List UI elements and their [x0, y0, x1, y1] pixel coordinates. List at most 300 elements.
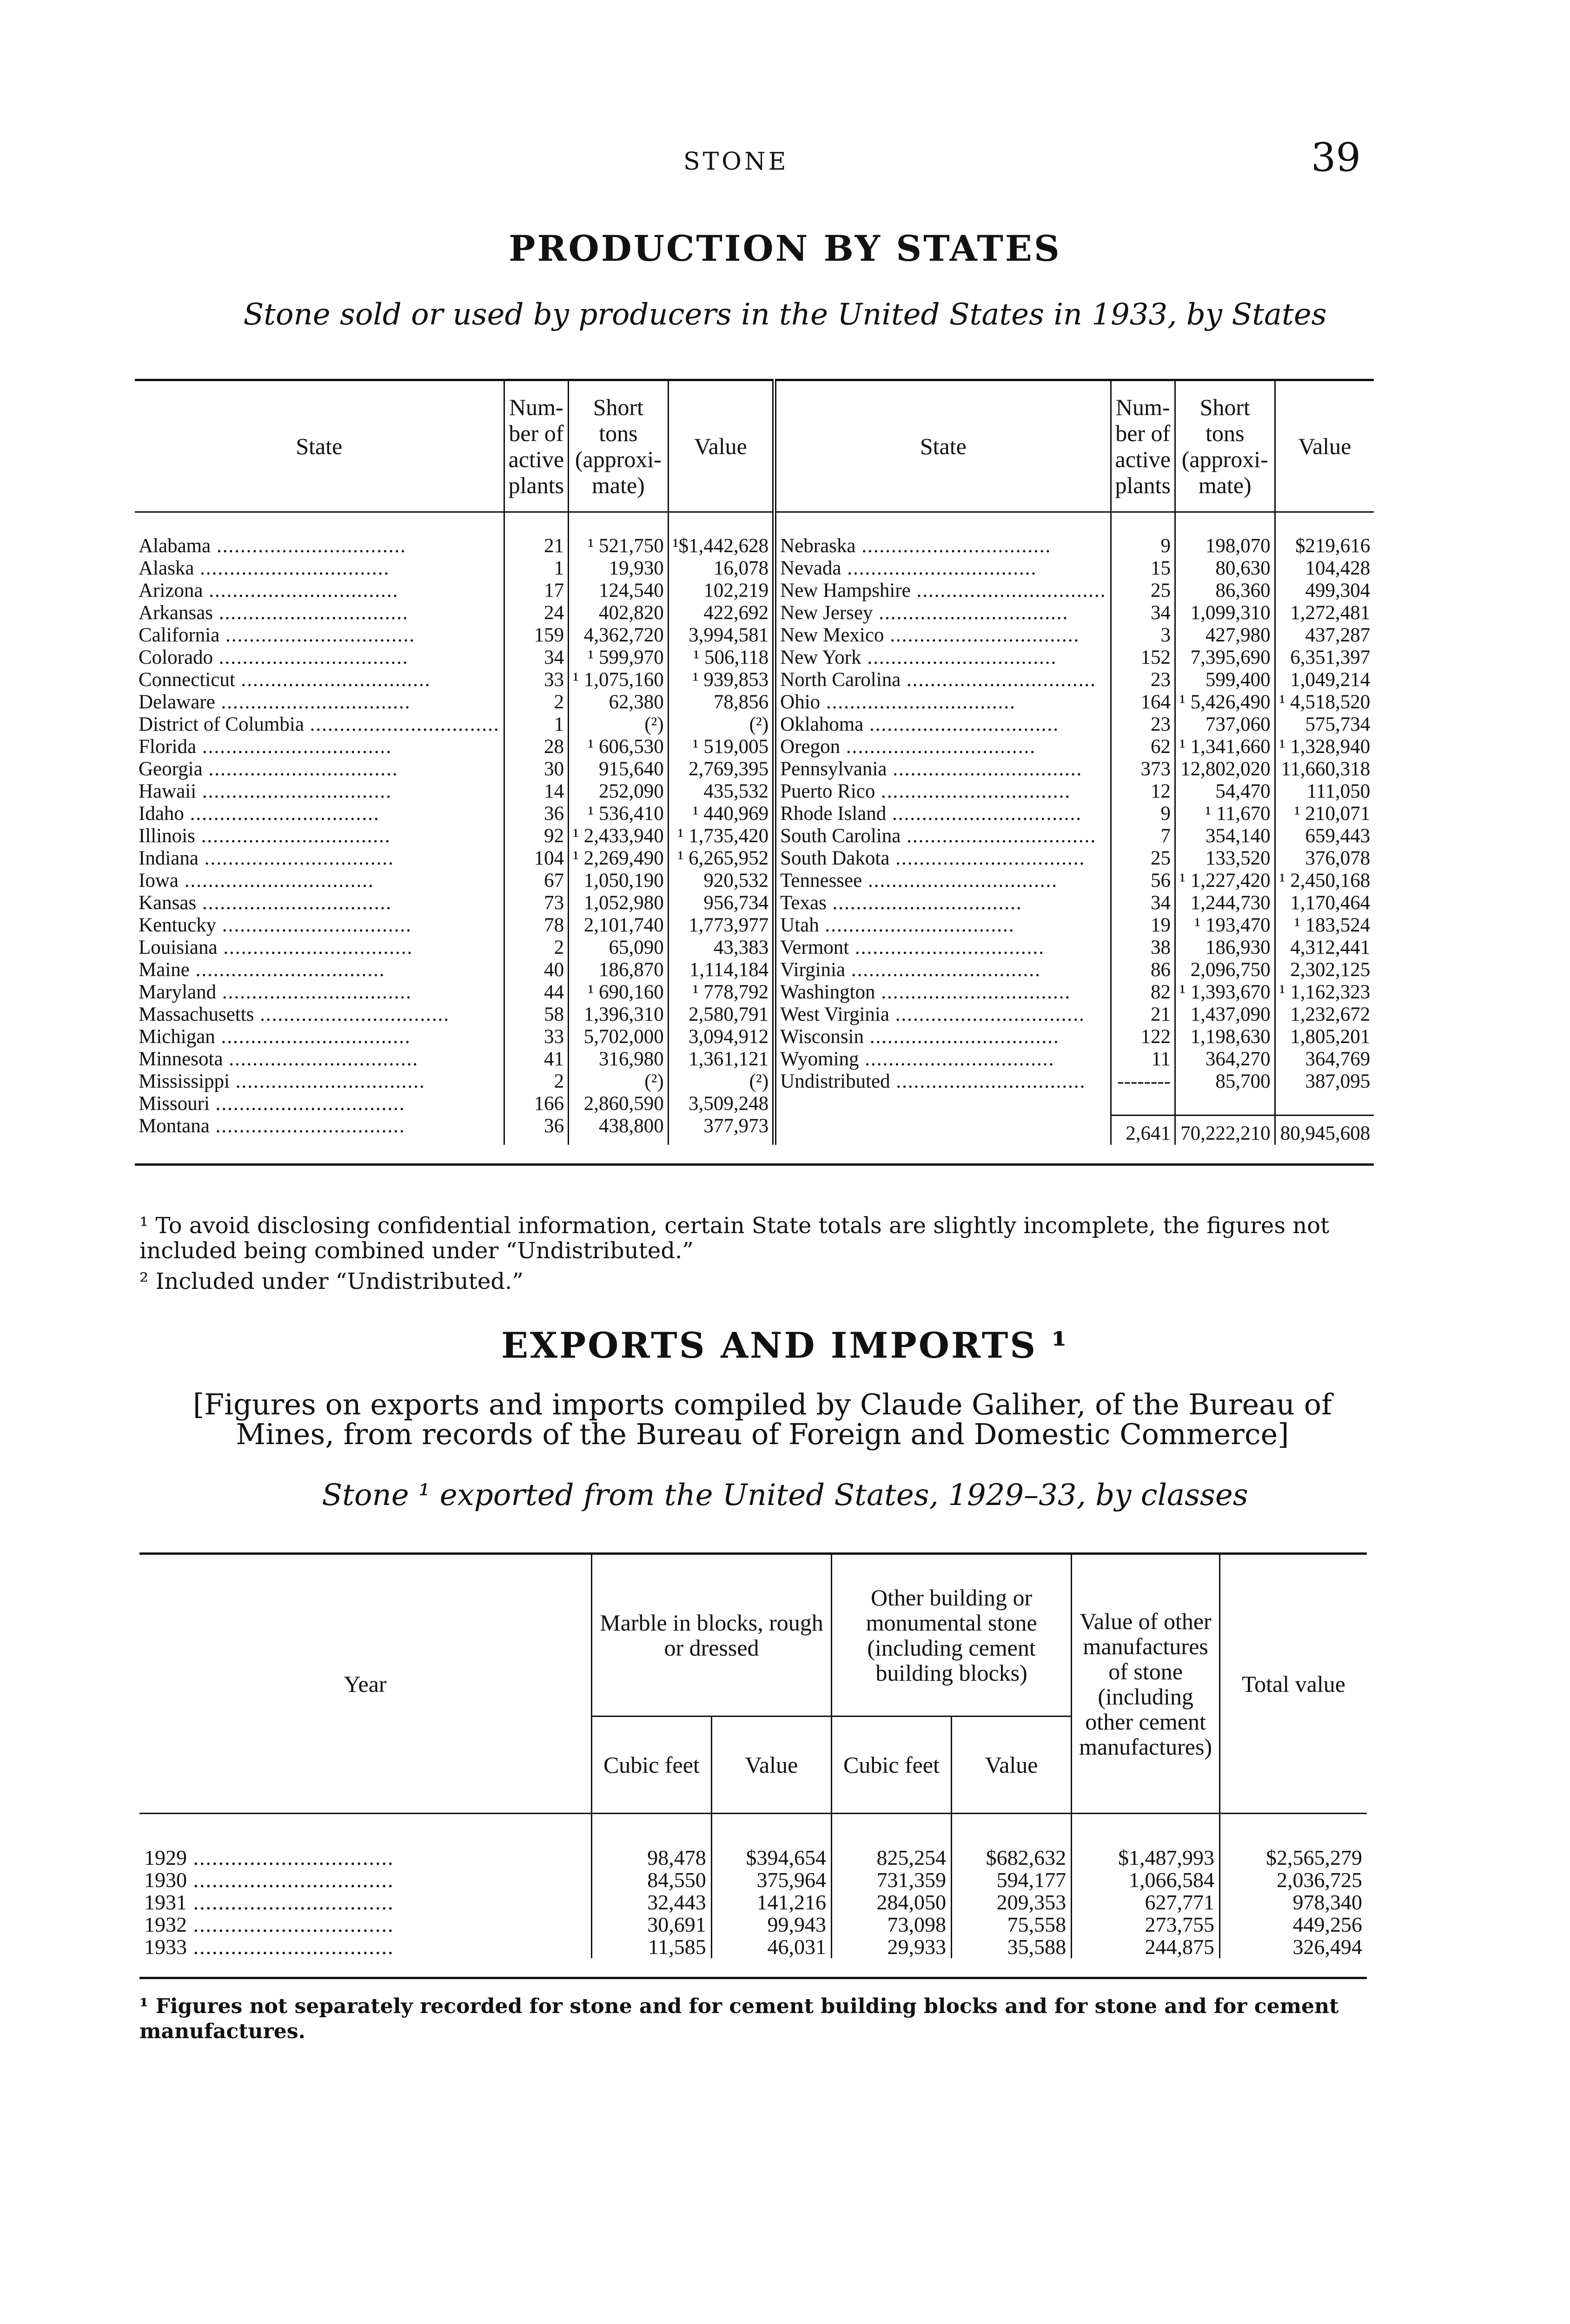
- state-name: Pennsylvania .....: [775, 758, 1111, 780]
- plants-cell: 159: [504, 624, 568, 647]
- tons-cell: ¹ 2,433,940: [569, 825, 669, 847]
- plants-cell: 33: [504, 669, 568, 691]
- table-row: [135, 981, 1374, 1004]
- tons-cell: (²): [569, 713, 669, 736]
- export-total-cell: $2,565,279: [1220, 1814, 1367, 1869]
- value-cell: ¹ 506,118: [668, 647, 774, 669]
- tons-cell: ¹ 521,750: [569, 512, 669, 558]
- plants-cell: [1111, 1093, 1175, 1115]
- plants-cell: 17: [504, 580, 568, 602]
- tons-cell: 252,090: [569, 780, 669, 803]
- state-name: New Jersey .....: [775, 602, 1111, 624]
- state-name: Nevada .....: [775, 557, 1111, 580]
- state-name: Indiana .....: [135, 847, 504, 870]
- plants-cell: 23: [1111, 713, 1175, 736]
- tons-cell: 86,360: [1175, 580, 1275, 602]
- value-cell: 437,287: [1275, 624, 1374, 647]
- footnote-2: ² Included under “Undistributed.”: [139, 1268, 523, 1294]
- plants-cell: 33: [504, 1026, 568, 1048]
- export-m_cf-cell: 30,691: [592, 1914, 712, 1936]
- state-name: New Mexico .....: [775, 624, 1111, 647]
- state-name: Ohio .....: [775, 691, 1111, 713]
- export-o_cf-cell: 825,254: [831, 1814, 951, 1869]
- tons-cell: 915,640: [569, 758, 669, 780]
- table-row: [135, 512, 1374, 558]
- value-cell: 422,692: [668, 602, 774, 624]
- col-header-tons-right: Short tons (approxi-mate): [1175, 380, 1275, 512]
- state-name: Connecticut .....: [135, 669, 504, 691]
- value-cell: 387,095: [1275, 1070, 1374, 1093]
- export-m_val-cell: $394,654: [711, 1814, 831, 1869]
- tons-cell: 2,096,750: [1175, 959, 1275, 981]
- plants-cell: 1: [504, 713, 568, 736]
- plants-cell: 86: [1111, 959, 1175, 981]
- value-cell: 2,769,395: [668, 758, 774, 780]
- tons-cell: 316,980: [569, 1048, 669, 1070]
- value-cell: 1,232,672: [1275, 1004, 1374, 1026]
- exports-table: [139, 1552, 1367, 1979]
- export-m_val-cell: 141,216: [711, 1891, 831, 1914]
- value-cell: 102,219: [668, 580, 774, 602]
- state-name: Delaware .....: [135, 691, 504, 713]
- plants-cell: 9: [1111, 803, 1175, 825]
- plants-cell: 34: [1111, 892, 1175, 914]
- plants-cell: 7: [1111, 825, 1175, 847]
- value-cell: 1,272,481: [1275, 602, 1374, 624]
- value-cell: 1,361,121: [668, 1048, 774, 1070]
- tons-cell: 7,395,690: [1175, 647, 1275, 669]
- tons-cell: ¹ 690,160: [569, 981, 669, 1004]
- table-row: [135, 1048, 1374, 1070]
- state-name: Maine .....: [135, 959, 504, 981]
- value-cell: 16,078: [668, 557, 774, 580]
- footnote-1: ¹ To avoid disclosing confidential information, certain State totals are slightly incomplete, the figures not included being combined under “Undistributed.”: [139, 1213, 1330, 1264]
- state-name: Oklahoma .....: [775, 713, 1111, 736]
- plants-cell: 3: [1111, 624, 1175, 647]
- tons-cell: 364,270: [1175, 1048, 1275, 1070]
- col-header-marble-cf: Cubic feet: [592, 1717, 712, 1814]
- export-o_val-cell: 209,353: [951, 1891, 1071, 1914]
- table-row: [139, 1869, 1367, 1891]
- state-name: Mississippi .....: [135, 1070, 504, 1093]
- table-row: [135, 758, 1374, 780]
- plants-cell: 164: [1111, 691, 1175, 713]
- value-cell: 1,170,464: [1275, 892, 1374, 914]
- tons-cell: 4,362,720: [569, 624, 669, 647]
- production-by-states-table: [135, 379, 1374, 1166]
- plants-cell: 11: [1111, 1048, 1175, 1070]
- value-cell: $219,616: [1275, 512, 1374, 558]
- state-name: [775, 1115, 1111, 1145]
- state-name: Puerto Rico .....: [775, 780, 1111, 803]
- table-row: [135, 825, 1374, 847]
- export-manuf-cell: 244,875: [1072, 1936, 1220, 1958]
- table-row: [135, 803, 1374, 825]
- state-name: Illinois .....: [135, 825, 504, 847]
- value-cell: 920,532: [668, 870, 774, 892]
- export-m_cf-cell: 11,585: [592, 1936, 712, 1958]
- exports-source-note: [Figures on exports and imports compiled by Claude Galiher, of the Bureau of Mines, from records of the Bureau of Foreign and Domestic Commerce]: [192, 1387, 1332, 1451]
- plants-cell: 373: [1111, 758, 1175, 780]
- export-o_cf-cell: 29,933: [831, 1936, 951, 1958]
- table-row: [135, 780, 1374, 803]
- tons-cell: 124,540: [569, 580, 669, 602]
- exports-footnote: ¹ Figures not separately recorded for stone and for cement building blocks and for stone and for cement manufactures.: [139, 1994, 1339, 2043]
- tons-cell: 1,052,980: [569, 892, 669, 914]
- value-cell: 43,383: [668, 937, 774, 959]
- table-row: [135, 892, 1374, 914]
- running-head: STONE: [683, 148, 789, 176]
- tons-cell: ¹ 1,227,420: [1175, 870, 1275, 892]
- tons-cell: 427,980: [1175, 624, 1275, 647]
- section-subtitle-exports: Stone ¹ exported from the United States, 1929–33, by classes: [322, 1478, 1248, 1512]
- tons-cell: 65,090: [569, 937, 669, 959]
- state-name: Washington .....: [775, 981, 1111, 1004]
- state-name: Florida .....: [135, 736, 504, 758]
- value-cell: 435,532: [668, 780, 774, 803]
- value-cell: ¹ 6,265,952: [668, 847, 774, 870]
- tons-cell: ¹ 1,075,160: [569, 669, 669, 691]
- export-m_cf-cell: 84,550: [592, 1869, 712, 1891]
- state-name: Iowa .....: [135, 870, 504, 892]
- state-name: Idaho .....: [135, 803, 504, 825]
- tons-cell: 1,244,730: [1175, 892, 1275, 914]
- tons-cell: ¹ 1,341,660: [1175, 736, 1275, 758]
- plants-cell: 25: [1111, 580, 1175, 602]
- export-total-cell: 326,494: [1220, 1936, 1367, 1958]
- state-name: Georgia .....: [135, 758, 504, 780]
- value-cell: ¹ 1,735,420: [668, 825, 774, 847]
- state-name: Alaska .....: [135, 557, 504, 580]
- col-header-plants-left: Num-ber of active plants: [504, 380, 568, 512]
- value-cell: 78,856: [668, 691, 774, 713]
- plants-cell: 2: [504, 1070, 568, 1093]
- plants-cell: 73: [504, 892, 568, 914]
- plants-cell: 9: [1111, 512, 1175, 558]
- export-o_val-cell: 35,588: [951, 1936, 1071, 1958]
- state-name: Rhode Island .....: [775, 803, 1111, 825]
- value-cell: [1275, 1093, 1374, 1115]
- col-header-other-value: Value: [951, 1717, 1071, 1814]
- state-name: Texas .....: [775, 892, 1111, 914]
- value-cell: 104,428: [1275, 557, 1374, 580]
- table-row: [139, 1814, 1367, 1869]
- tons-cell: 62,380: [569, 691, 669, 713]
- value-cell: 659,443: [1275, 825, 1374, 847]
- col-header-plants-right: Num-ber of active plants: [1111, 380, 1175, 512]
- export-total-cell: 449,256: [1220, 1914, 1367, 1936]
- plants-cell: 23: [1111, 669, 1175, 691]
- col-header-tons-left: Short tons (approxi-mate): [569, 380, 669, 512]
- tons-cell: ¹ 536,410: [569, 803, 669, 825]
- value-cell: 11,660,318: [1275, 758, 1374, 780]
- tons-cell: 1,050,190: [569, 870, 669, 892]
- col-header-state-left: State: [296, 433, 343, 459]
- state-name: Minnesota .....: [135, 1048, 504, 1070]
- table-row: [135, 580, 1374, 602]
- table-row: [135, 1004, 1374, 1026]
- value-cell: 956,734: [668, 892, 774, 914]
- table-row: [135, 624, 1374, 647]
- table-row: [139, 1936, 1367, 1958]
- page-number: 39: [1311, 135, 1361, 180]
- plants-cell: 21: [504, 512, 568, 558]
- tons-cell: 402,820: [569, 602, 669, 624]
- plants-cell: 30: [504, 758, 568, 780]
- tons-cell: 12,802,020: [1175, 758, 1275, 780]
- export-o_cf-cell: 731,359: [831, 1869, 951, 1891]
- state-name: Virginia .....: [775, 959, 1111, 981]
- value-cell: ¹ 1,162,323: [1275, 981, 1374, 1004]
- export-m_val-cell: 46,031: [711, 1936, 831, 1958]
- plants-cell: 2: [504, 691, 568, 713]
- tons-cell: 80,630: [1175, 557, 1275, 580]
- state-name: California .....: [135, 624, 504, 647]
- plants-cell: 40: [504, 959, 568, 981]
- state-name: West Virginia .....: [775, 1004, 1111, 1026]
- value-cell: 2,302,125: [1275, 959, 1374, 981]
- export-year-cell: 1930 .....: [139, 1869, 592, 1891]
- state-name: Maryland .....: [135, 981, 504, 1004]
- export-total-cell: 978,340: [1220, 1891, 1367, 1914]
- tons-cell: 737,060: [1175, 713, 1275, 736]
- export-o_val-cell: 75,558: [951, 1914, 1071, 1936]
- value-cell: ¹ 2,450,168: [1275, 870, 1374, 892]
- table-row: [135, 647, 1374, 669]
- value-cell: ¹ 440,969: [668, 803, 774, 825]
- export-manuf-cell: 627,771: [1072, 1891, 1220, 1914]
- tons-cell: 198,070: [1175, 512, 1275, 558]
- export-o_cf-cell: 284,050: [831, 1891, 951, 1914]
- plants-cell: 12: [1111, 780, 1175, 803]
- value-cell: 111,050: [1275, 780, 1374, 803]
- plants-cell: 36: [504, 1115, 568, 1145]
- export-manuf-cell: 273,755: [1072, 1914, 1220, 1936]
- value-cell: ¹ 778,792: [668, 981, 774, 1004]
- state-name: Missouri .....: [135, 1093, 504, 1115]
- value-cell: 3,509,248: [668, 1093, 774, 1115]
- table-row: [139, 1891, 1367, 1914]
- table-row: [135, 1093, 1374, 1115]
- plants-cell: 82: [1111, 981, 1175, 1004]
- value-cell: ¹ 519,005: [668, 736, 774, 758]
- state-name: Colorado .....: [135, 647, 504, 669]
- tons-cell: ¹ 2,269,490: [569, 847, 669, 870]
- plants-cell: 104: [504, 847, 568, 870]
- tons-cell: ¹ 5,426,490: [1175, 691, 1275, 713]
- plants-cell: 15: [1111, 557, 1175, 580]
- state-name: South Dakota .....: [775, 847, 1111, 870]
- table-row: [135, 602, 1374, 624]
- section-subtitle-production: Stone sold or used by producers in the United States in 1933, by States: [243, 297, 1327, 332]
- plants-cell: 62: [1111, 736, 1175, 758]
- state-name: Louisiana .....: [135, 937, 504, 959]
- export-m_val-cell: 375,964: [711, 1869, 831, 1891]
- plants-cell: 34: [504, 647, 568, 669]
- tons-cell: ¹ 193,470: [1175, 914, 1275, 937]
- col-header-other-stone: Other building or monumental stone (including cement building blocks): [831, 1554, 1071, 1717]
- value-cell: 1,049,214: [1275, 669, 1374, 691]
- plants-cell: 2,641: [1111, 1115, 1175, 1145]
- tons-cell: 1,099,310: [1175, 602, 1275, 624]
- plants-cell: 34: [1111, 602, 1175, 624]
- tons-cell: 19,930: [569, 557, 669, 580]
- plants-cell: 67: [504, 870, 568, 892]
- table-row: [139, 1914, 1367, 1936]
- value-cell: 80,945,608: [1275, 1115, 1374, 1145]
- plants-cell: 166: [504, 1093, 568, 1115]
- tons-cell: ¹ 599,970: [569, 647, 669, 669]
- plants-cell: 14: [504, 780, 568, 803]
- state-name: Undistributed .....: [775, 1070, 1111, 1093]
- col-header-total: Total value: [1220, 1554, 1367, 1814]
- value-cell: 4,312,441: [1275, 937, 1374, 959]
- value-cell: ¹ 4,518,520: [1275, 691, 1374, 713]
- value-cell: 6,351,397: [1275, 647, 1374, 669]
- value-cell: 1,773,977: [668, 914, 774, 937]
- col-header-value-right: Value: [1275, 380, 1374, 512]
- tons-cell: 186,870: [569, 959, 669, 981]
- plants-cell: 56: [1111, 870, 1175, 892]
- export-year-cell: 1933 .....: [139, 1936, 592, 1958]
- col-header-marble: Marble in blocks, rough or dressed: [592, 1554, 832, 1717]
- state-name: Wisconsin .....: [775, 1026, 1111, 1048]
- state-name: Vermont .....: [775, 937, 1111, 959]
- state-name: Montana .....: [135, 1115, 504, 1145]
- plants-cell: 92: [504, 825, 568, 847]
- value-cell: 499,304: [1275, 580, 1374, 602]
- tons-cell: (²): [569, 1070, 669, 1093]
- export-o_cf-cell: 73,098: [831, 1914, 951, 1936]
- state-name: [775, 1093, 1111, 1115]
- table-row: [135, 691, 1374, 713]
- table-row: [135, 914, 1374, 937]
- tons-cell: 186,930: [1175, 937, 1275, 959]
- plants-cell: 122: [1111, 1026, 1175, 1048]
- value-cell: 2,580,791: [668, 1004, 774, 1026]
- plants-cell: 21: [1111, 1004, 1175, 1026]
- section-title-production: PRODUCTION BY STATES: [509, 228, 1061, 269]
- table-row: [135, 669, 1374, 691]
- value-cell: 3,994,581: [668, 624, 774, 647]
- export-o_val-cell: 594,177: [951, 1869, 1071, 1891]
- state-name: Michigan .....: [135, 1026, 504, 1048]
- col-header-state-right: State: [775, 380, 1111, 512]
- table-row: [135, 736, 1374, 758]
- table-row: [135, 870, 1374, 892]
- table-row: [135, 1026, 1374, 1048]
- value-cell: ¹ 183,524: [1275, 914, 1374, 937]
- tons-cell: 5,702,000: [569, 1026, 669, 1048]
- table-row: [135, 557, 1374, 580]
- tons-cell: 54,470: [1175, 780, 1275, 803]
- plants-cell: 36: [504, 803, 568, 825]
- export-o_val-cell: $682,632: [951, 1814, 1071, 1869]
- export-total-cell: 2,036,725: [1220, 1869, 1367, 1891]
- tons-cell: 85,700: [1175, 1070, 1275, 1093]
- plants-cell: 44: [504, 981, 568, 1004]
- col-header-year: Year: [139, 1554, 592, 1814]
- export-year-cell: 1931 .....: [139, 1891, 592, 1914]
- state-name: North Carolina .....: [775, 669, 1111, 691]
- tons-cell: 70,222,210: [1175, 1115, 1275, 1145]
- table-row: [135, 847, 1374, 870]
- export-m_cf-cell: 32,443: [592, 1891, 712, 1914]
- tons-cell: 599,400: [1175, 669, 1275, 691]
- value-cell: ¹ 1,328,940: [1275, 736, 1374, 758]
- tons-cell: 2,860,590: [569, 1093, 669, 1115]
- table-row: [135, 1115, 1374, 1145]
- plants-cell: 28: [504, 736, 568, 758]
- tons-cell: 1,437,090: [1175, 1004, 1275, 1026]
- state-name: Arkansas .....: [135, 602, 504, 624]
- export-manuf-cell: $1,487,993: [1072, 1814, 1220, 1869]
- table-row: [135, 937, 1374, 959]
- tons-cell: 354,140: [1175, 825, 1275, 847]
- section-title-exports: EXPORTS AND IMPORTS ¹: [501, 1325, 1069, 1366]
- col-header-value-left: Value: [668, 380, 774, 512]
- tons-cell: ¹ 606,530: [569, 736, 669, 758]
- state-name: Utah .....: [775, 914, 1111, 937]
- state-name: Arizona .....: [135, 580, 504, 602]
- tons-cell: ¹ 1,393,670: [1175, 981, 1275, 1004]
- state-name: Kansas .....: [135, 892, 504, 914]
- state-name: Wyoming .....: [775, 1048, 1111, 1070]
- value-cell: 377,973: [668, 1115, 774, 1145]
- plants-cell: 152: [1111, 647, 1175, 669]
- export-m_val-cell: 99,943: [711, 1914, 831, 1936]
- tons-cell: 1,396,310: [569, 1004, 669, 1026]
- value-cell: 575,734: [1275, 713, 1374, 736]
- value-cell: 1,114,184: [668, 959, 774, 981]
- export-year-cell: 1932 .....: [139, 1914, 592, 1936]
- plants-cell: 1: [504, 557, 568, 580]
- value-cell: ¹$1,442,628: [668, 512, 774, 558]
- plants-cell: 2: [504, 937, 568, 959]
- state-name: Tennessee .....: [775, 870, 1111, 892]
- plants-cell: --------: [1111, 1070, 1175, 1093]
- value-cell: 1,805,201: [1275, 1026, 1374, 1048]
- value-cell: (²): [668, 713, 774, 736]
- export-manuf-cell: 1,066,584: [1072, 1869, 1220, 1891]
- col-header-manufactures: Value of other manufactures of stone (including other cement manufactures): [1072, 1554, 1220, 1814]
- state-name: South Carolina .....: [775, 825, 1111, 847]
- state-name: New Hampshire .....: [775, 580, 1111, 602]
- state-name: Kentucky .....: [135, 914, 504, 937]
- value-cell: ¹ 939,853: [668, 669, 774, 691]
- table-row: [135, 1070, 1374, 1093]
- plants-cell: 25: [1111, 847, 1175, 870]
- tons-cell: [1175, 1093, 1275, 1115]
- state-name: Nebraska .....: [775, 512, 1111, 558]
- value-cell: ¹ 210,071: [1275, 803, 1374, 825]
- table-row: [135, 959, 1374, 981]
- plants-cell: 24: [504, 602, 568, 624]
- col-header-other-cf: Cubic feet: [831, 1717, 951, 1814]
- tons-cell: 438,800: [569, 1115, 669, 1145]
- plants-cell: 78: [504, 914, 568, 937]
- export-year-cell: 1929 .....: [139, 1814, 592, 1869]
- state-name: New York .....: [775, 647, 1111, 669]
- tons-cell: ¹ 11,670: [1175, 803, 1275, 825]
- plants-cell: 58: [504, 1004, 568, 1026]
- state-name: Massachusetts .....: [135, 1004, 504, 1026]
- plants-cell: 19: [1111, 914, 1175, 937]
- tons-cell: 1,198,630: [1175, 1026, 1275, 1048]
- state-name: District of Columbia .....: [135, 713, 504, 736]
- value-cell: 3,094,912: [668, 1026, 774, 1048]
- plants-cell: 38: [1111, 937, 1175, 959]
